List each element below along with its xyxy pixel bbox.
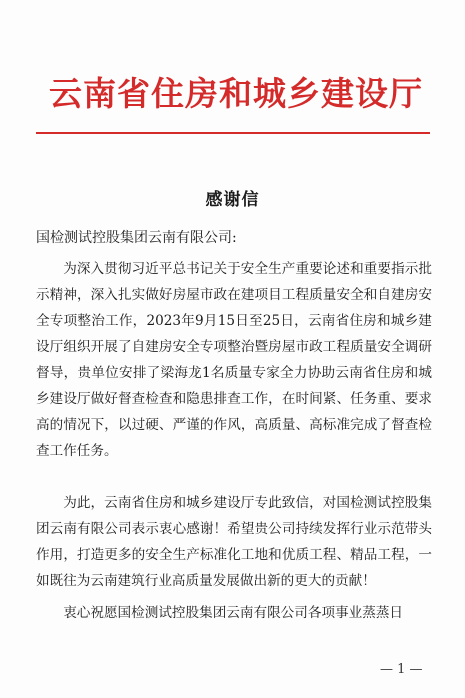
letter-paragraph-2: 为此，云南省住房和城乡建设厅专此致信，对国检测试控股集团云南有限公司表示衷心感谢！希望贵公司持续发挥行业示范带头作用，打造更多的安全生产标准化工地和优质工程、精品工程，一如既往为云南建筑行业高质量发展做出新的更大的贡献！ (36, 495, 432, 589)
letter-salutation: 国检测试控股集团云南有限公司: (36, 230, 237, 246)
issuer-header-title: 云南省住房和城乡建设厅 (49, 74, 423, 113)
page-number: — 1 — (380, 662, 423, 677)
letter-paragraph-1: 为深入贯彻习近平总书记关于安全生产重要论述和重要指示批示精神，深入扎实做好房屋市政在建项目工程质量安全和自建房安全专项整治工作，2023年9月15日至25日，云南省住房和城乡建设厅组织开展了自建房安全专项整治暨房屋市政工程质量安全调研督导，贵单位安排了梁海龙1名质量专家全力协助云南省住房和城乡建设厅做好督查检查和隐患排查工作，在时间紧、任务重、要求高的情况下，以过硬、严谨的作风，高质量、高标准完成了督查检查工作任务。 (36, 261, 432, 459)
letter-title: 感谢信 (205, 190, 260, 210)
header-red-rule (36, 132, 430, 134)
letter-paragraph-3: 衷心祝愿国检测试控股集团云南有限公司各项事业蒸蒸日 (63, 605, 404, 621)
